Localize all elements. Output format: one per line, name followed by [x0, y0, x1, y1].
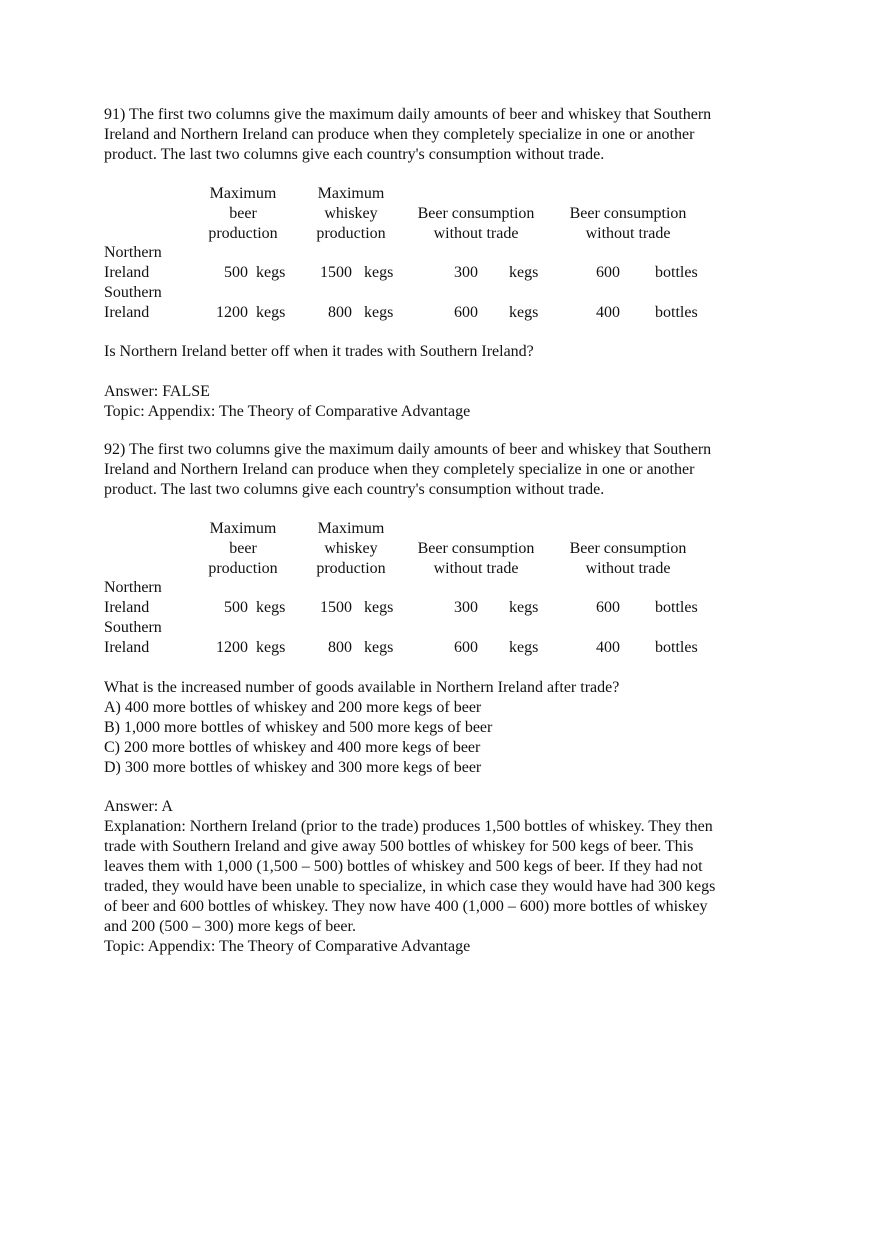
q92-cell-beer: 500: [224, 599, 248, 616]
q92-header-whiskey-production: Maximum whiskey production: [316, 520, 386, 577]
q92-cell-consumption-2: 400: [596, 639, 620, 656]
q92-table: [104, 519, 744, 659]
q92-cell-whiskey: 800: [328, 639, 352, 656]
q92-row-country: Northern Ireland: [104, 579, 162, 616]
q92-prompt: What is the increased number of goods available in Northern Ireland after trade?: [104, 679, 620, 696]
q91-cell-consumption-2-unit: bottles: [655, 264, 698, 281]
q91-cell-consumption-2-unit: bottles: [655, 304, 698, 321]
q91-table: [104, 184, 744, 324]
q91-cell-whiskey: 1500: [320, 264, 352, 281]
q92-cell-consumption-1-unit: kegs: [509, 599, 539, 616]
q91-cell-beer: 500: [224, 264, 248, 281]
q92-cell-consumption-1: 600: [454, 639, 478, 656]
q92-option-b: B) 1,000 more bottles of whiskey and 500 more kegs of beer: [104, 719, 493, 736]
q92-explanation: Explanation: Northern Ireland (prior to the trade) produces 1,500 bottles of whiskey. They then trade with Southern Ireland and give away 500 bottles of whiskey for 500 kegs of beer. This leaves them with 1,000 (1,500 – 500) bottles of whiskey and 500 kegs of beer. If they had not traded, they would have been unable to specialize, in which case they would have had 300 kegs of beer and 600 bottles of whiskey. They now have 400 (1,000 – 600) more bottles of whiskey and 200 (500 – 300) more kegs of beer.: [104, 818, 716, 935]
q91-cell-whiskey-unit: kegs: [364, 264, 394, 281]
q92-cell-consumption-1: 300: [454, 599, 478, 616]
q92-cell-beer-unit: kegs: [256, 599, 286, 616]
q92-row-country: Southern Ireland: [104, 619, 162, 656]
q91-cell-consumption-1: 300: [454, 264, 478, 281]
q91-topic: Topic: Appendix: The Theory of Comparative Advantage: [104, 403, 471, 420]
q92-option-a: A) 400 more bottles of whiskey and 200 more kegs of beer: [104, 699, 482, 716]
q91-cell-beer: 1200: [216, 304, 248, 321]
q91-cell-whiskey-unit: kegs: [364, 304, 394, 321]
q91-header-whiskey-production: Maximum whiskey production: [316, 185, 386, 242]
q91-cell-beer-unit: kegs: [256, 304, 286, 321]
q92-option-d: D) 300 more bottles of whiskey and 300 more kegs of beer: [104, 759, 482, 776]
q92-header-beer-production: Maximum beer production: [208, 520, 278, 577]
q91-cell-whiskey: 800: [328, 304, 352, 321]
q91-header-consumption-1: Beer consumption without trade: [417, 205, 535, 242]
q91-cell-consumption-2: 400: [596, 304, 620, 321]
q92-cell-consumption-2: 600: [596, 599, 620, 616]
q91-header-consumption-2: Beer consumption without trade: [569, 205, 687, 242]
q91-answer: Answer: FALSE: [104, 383, 210, 400]
q92-header-consumption-1: Beer consumption without trade: [417, 540, 535, 577]
q91-cell-consumption-1: 600: [454, 304, 478, 321]
q92-cell-beer-unit: kegs: [256, 639, 286, 656]
q92-cell-consumption-2-unit: bottles: [655, 639, 698, 656]
q91-cell-consumption-1-unit: kegs: [509, 304, 539, 321]
q92-cell-consumption-1-unit: kegs: [509, 639, 539, 656]
q91-row-country: Northern Ireland: [104, 244, 162, 281]
q92-answer: Answer: A: [104, 798, 173, 815]
q92-topic: Topic: Appendix: The Theory of Comparative Advantage: [104, 938, 471, 955]
q92-option-c: C) 200 more bottles of whiskey and 400 more kegs of beer: [104, 739, 481, 756]
q91-cell-consumption-1-unit: kegs: [509, 264, 539, 281]
q92-cell-consumption-2-unit: bottles: [655, 599, 698, 616]
q92-stem: 92) The first two columns give the maximum daily amounts of beer and whiskey that Southern Ireland and Northern Ireland can produce when they completely specialize in one or another product. The last two columns give each country's consumption without trade.: [104, 441, 712, 498]
q91-cell-consumption-2: 600: [596, 264, 620, 281]
q92-cell-beer: 1200: [216, 639, 248, 656]
q91-stem: 91) The first two columns give the maximum daily amounts of beer and whiskey that Southern Ireland and Northern Ireland can produce when they completely specialize in one or another product. The last two columns give each country's consumption without trade.: [104, 106, 712, 163]
q91-cell-beer-unit: kegs: [256, 264, 286, 281]
q92-header-consumption-2: Beer consumption without trade: [569, 540, 687, 577]
q91-header-beer-production: Maximum beer production: [208, 185, 278, 242]
q91-row-country: Southern Ireland: [104, 284, 162, 321]
q92-cell-whiskey-unit: kegs: [364, 639, 394, 656]
q92-cell-whiskey-unit: kegs: [364, 599, 394, 616]
q92-cell-whiskey: 1500: [320, 599, 352, 616]
q91-prompt: Is Northern Ireland better off when it trades with Southern Ireland?: [104, 343, 534, 360]
